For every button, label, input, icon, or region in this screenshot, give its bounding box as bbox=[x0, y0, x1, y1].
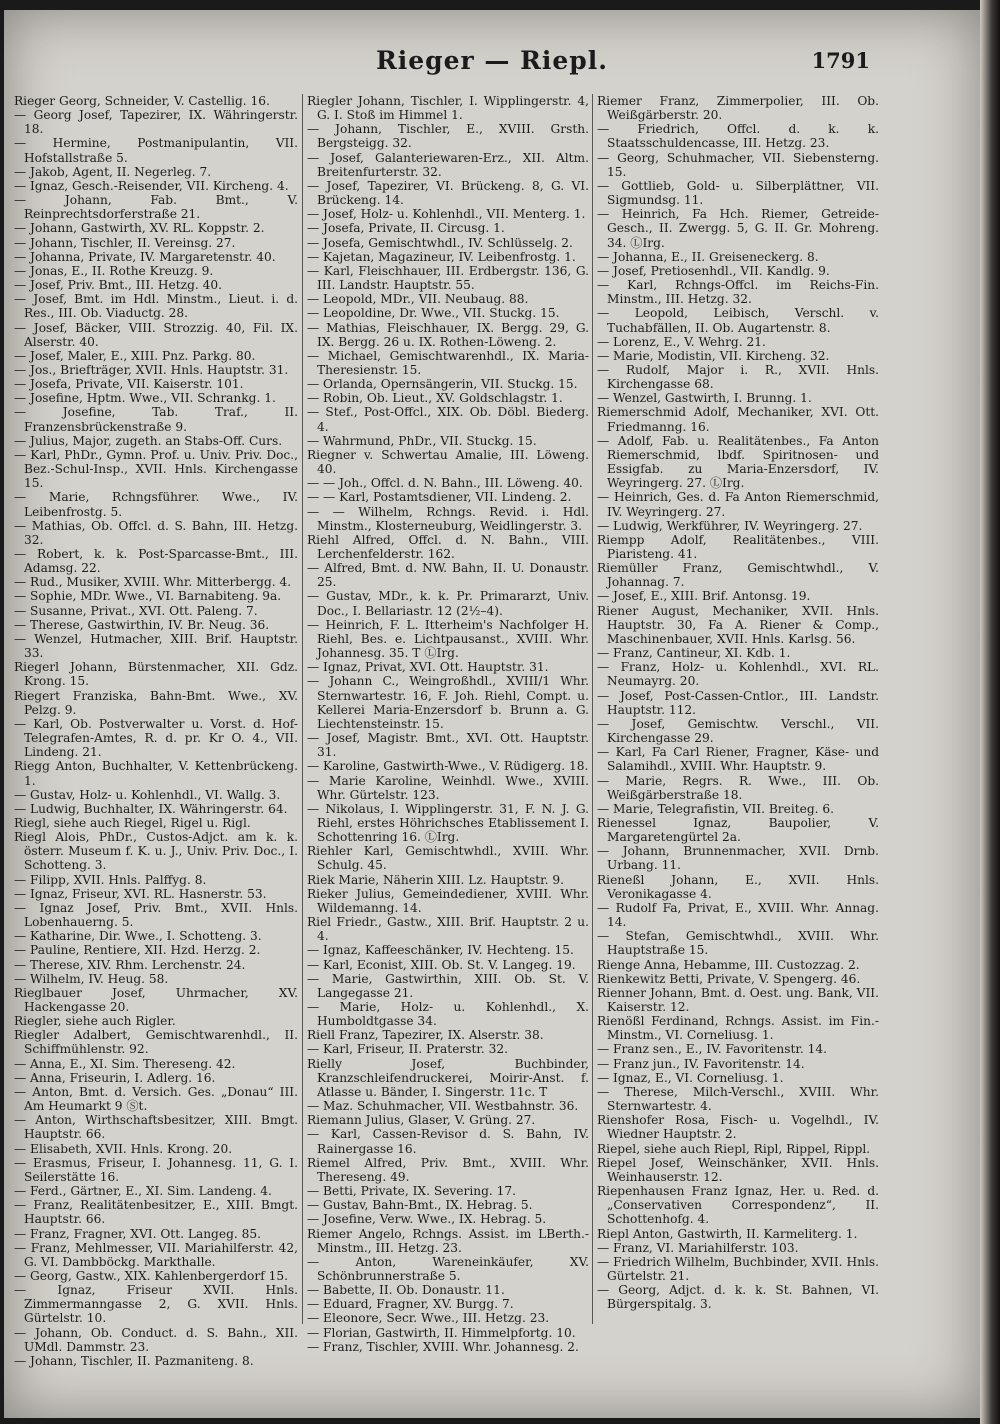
directory-entry: Riemer Franz, Zimmerpolier, III. Ob. Weißgärberstr. 20. bbox=[597, 94, 879, 123]
directory-entry: — Karl, PhDr., Gymn. Prof. u. Univ. Priv. Doc., Bez.-Schul-Insp., XVII. Hnls. Kirchengasse 15. bbox=[14, 447, 298, 491]
directory-entry: — Gustav, Holz- u. Kohlenhdl., VI. Wallg. 3. bbox=[14, 787, 281, 802]
directory-entry: — Marie, Regrs. R. Wwe., III. Ob. Weißgärberstraße 18. bbox=[597, 773, 879, 802]
directory-entry: — Josefa, Private, II. Circusg. 1. bbox=[307, 221, 505, 236]
directory-entry: — Gottlieb, Gold- u. Silberplättner, VII. Sigmundsg. 11. bbox=[597, 178, 879, 208]
directory-entry: Riemüller Franz, Gemischtwhdl., V. Johannag. 7. bbox=[597, 561, 879, 590]
directory-entry: — — Karl, Postamtsdiener, VII. Lindeng. 2. bbox=[307, 490, 572, 505]
directory-entry: — Jonas, E., II. Rothe Kreuzg. 9. bbox=[14, 263, 214, 278]
directory-entry: Riepenhausen Franz Ignaz, Her. u. Red. d. „Conservativen Correspondenz“, II. Schottenhofg. 4. bbox=[597, 1184, 879, 1227]
directory-entry: Riegg Anton, Buchhalter, V. Kettenbrückeng. 1. bbox=[14, 759, 298, 788]
directory-entry: — Wilhelm, IV. Heug. 58. bbox=[14, 971, 169, 986]
directory-entry: Riehl Alfred, Offcl. d. N. Bahn., VIII. Lerchenfelderstr. 162. bbox=[307, 532, 589, 561]
directory-entry: — Adolf, Fab. u. Realitätenbes., Fa Anton Riemerschmid, lbdf. Spiritnosen- und Essigfab. zu Maria-Enzersdorf, IV. Weyringerg. 27. ⓁIrg. bbox=[597, 433, 879, 491]
directory-entry: — Josef, Post-Cassen-Cntlor., III. Landstr. Hauptstr. 112. bbox=[597, 688, 879, 717]
directory-entry: — Franz, Cantineur, XI. Kdb. 1. bbox=[597, 646, 791, 661]
directory-entry: — Franz, Mehlmesser, VII. Mariahilferstr. 42, G. VI. Dambböckg. Markthalle. bbox=[14, 1240, 298, 1269]
directory-entry: — Eduard, Fragner, XV. Burgg. 7. bbox=[307, 1297, 514, 1312]
column-3 bbox=[597, 94, 879, 1311]
directory-entry: — Ignaz, Friseur, XVI. RL. Hasnerstr. 53. bbox=[14, 886, 267, 901]
directory-entry: Riepel, siehe auch Riepl, Ripl, Rippel, Rippl. bbox=[597, 1141, 871, 1156]
directory-entry: — Karl, Fa Carl Riener, Fragner, Käse- und Salamihdl., XVIII. Whr. Hauptstr. 9. bbox=[597, 745, 879, 774]
directory-entry: Riemann Julius, Glaser, V. Grüng. 27. bbox=[307, 1113, 536, 1128]
directory-entry: — Eleonore, Secr. Wwe., III. Hetzg. 23. bbox=[307, 1311, 550, 1326]
directory-entry: — Rud., Musiker, XVIII. Whr. Mitterbergg. 4. bbox=[14, 575, 292, 590]
directory-entry: — Ludwig, Buchhalter, IX. Währingerstr. 64. bbox=[14, 801, 288, 816]
directory-entry: Riegl, siehe auch Riegel, Rigel u. Rigl. bbox=[14, 815, 251, 830]
directory-entry: — Maz. Schuhmacher, VII. Westbahnstr. 36. bbox=[307, 1099, 579, 1114]
directory-entry: — — Joh., Offcl. d. N. Bahn., III. Löweng. 40. bbox=[307, 476, 583, 491]
directory-entry: — Mathias, Fleischhauer, IX. Bergg. 29, G. IX. Bergg. 26 u. IX. Rothen-Löweng. 2. bbox=[307, 320, 589, 349]
directory-entry: — Mathias, Ob. Offcl. d. S. Bahn, III. Hetzg. 32. bbox=[14, 518, 298, 547]
directory-entry: Riegert Franziska, Bahn-Bmt. Wwe., XV. Pelzg. 9. bbox=[14, 688, 298, 717]
directory-entry: — Anna, E., XI. Sim. Thereseng. 42. bbox=[14, 1056, 236, 1071]
directory-entry: — Johann, Fab. Bmt., V. Reinprechtsdorferstraße 21. bbox=[14, 193, 298, 222]
directory-entry: — Hermine, Postmanipulantin, VII. Hofstallstraße 5. bbox=[14, 136, 298, 165]
directory-entry: Rienkewitz Betti, Private, V. Spengerg. 46. bbox=[597, 971, 861, 986]
page-number: 1791 bbox=[811, 48, 870, 73]
directory-entry: — Anton, Bmt. d. Versich. Ges. „Donau“ III. Am Heumarkt 9 Ⓢt. bbox=[14, 1084, 298, 1114]
directory-entry: — Pauline, Rentiere, XII. Hzd. Herzg. 2. bbox=[14, 943, 261, 958]
directory-entry: — Nikolaus, I. Wipplingerstr. 31, F. N. J. G. Riehl, erstes Höhrichsches Etablissement I. Schottenring 16. ⓁIrg. bbox=[307, 801, 589, 845]
directory-entry: — Marie, Modistin, VII. Kircheng. 32. bbox=[597, 348, 830, 363]
directory-entry: — Kajetan, Magazineur, IV. Leibenfrostg. 1. bbox=[307, 249, 576, 264]
directory-entry: — Marie Karoline, Weinhdl. Wwe., XVIII. Whr. Gürtelstr. 123. bbox=[307, 773, 589, 802]
directory-entry: Riell Franz, Tapezirer, IX. Alserstr. 38. bbox=[307, 1028, 544, 1043]
directory-entry: — Leopoldine, Dr. Wwe., VII. Stuckg. 15. bbox=[307, 306, 560, 321]
directory-entry: Rielly Josef, Buchbinder, Kranzschleifendruckerei, Moirir-Anst. f. Atlasse u. Bänder, I. Singerstr. 11c. T bbox=[307, 1056, 589, 1099]
directory-entry: — Karl, Rchngs-Offcl. im Reichs-Fin. Minstm., III. Hetzg. 32. bbox=[597, 278, 879, 307]
directory-entry: — Johann, Tischler, E., XVIII. Grsth. Bergsteigg. 32. bbox=[307, 122, 589, 151]
directory-entry: Rienessel Ignaz, Baupolier, V. Margaretengürtel 2a. bbox=[597, 815, 879, 845]
directory-entry: — Gustav, MDr., k. k. Pr. Primararzt, Univ. Doc., I. Bellariastr. 12 (2½–4). bbox=[307, 589, 589, 618]
directory-entry: — Johann, Gastwirth, XV. RL. Koppstr. 2. bbox=[14, 221, 265, 236]
directory-entry: — Heinrich, Ges. d. Fa Anton Riemerschmid, IV. Weyringerg. 27. bbox=[597, 490, 879, 519]
directory-entry: — Ignaz, E., VI. Corneliusg. 1. bbox=[597, 1070, 784, 1085]
directory-entry: — Johann, Tischler, II. Vereinsg. 27. bbox=[14, 235, 236, 250]
directory-entry: — Ignaz, Privat, XVI. Ott. Hauptstr. 31. bbox=[307, 660, 549, 675]
directory-entry: Riemer Angelo, Rchngs. Assist. im LBerth.-Minstm., III. Hetzg. 23. bbox=[307, 1226, 589, 1255]
directory-entry: Rienößl Ferdinand, Rchngs. Assist. im Fin.-Minstm., VI. Corneliusg. 1. bbox=[597, 1014, 879, 1043]
directory-entry: Riegler, siehe auch Rigler. bbox=[14, 1014, 176, 1029]
directory-entry: Riegler Johann, Tischler, I. Wipplingerstr. 4, G. I. Stoß im Himmel 1. bbox=[307, 94, 589, 123]
directory-entry: — Julius, Major, zugeth. an Stabs-Off. Curs. bbox=[14, 433, 283, 448]
directory-entry: — Johanna, Private, IV. Margaretenstr. 40. bbox=[14, 249, 276, 264]
directory-entry: — Friedrich Wilhelm, Buchbinder, XVII. Hnls. Gürtelstr. 21. bbox=[597, 1254, 879, 1283]
directory-entry: — Karl, Fleischhauer, III. Erdbergstr. 136, G. III. Landstr. Hauptstr. 55. bbox=[307, 263, 589, 293]
directory-entry: Riehler Karl, Gemischtwhdl., XVIII. Whr. Schulg. 45. bbox=[307, 844, 589, 873]
directory-entry: Riegner v. Schwertau Amalie, III. Löweng. 40. bbox=[307, 447, 589, 477]
directory-entry: — Anton, Wareneinkäufer, XV. Schönbrunnerstraße 5. bbox=[307, 1254, 589, 1283]
directory-entry: — Josef, E., XIII. Brif. Antonsg. 19. bbox=[597, 589, 811, 604]
directory-entry: Rieger Georg, Schneider, V. Castellig. 16. bbox=[14, 94, 270, 108]
directory-entry: — — Wilhelm, Rchngs. Revid. i. Hdl. Minstm., Klosterneuburg, Weidlingerstr. 3. bbox=[307, 504, 589, 533]
directory-entry: — Josef, Bmt. im Hdl. Minstm., Lieut. i. d. Res., III. Ob. Viaductg. 28. bbox=[14, 292, 298, 321]
directory-entry: Riempp Adolf, Realitätenbes., VIII. Piaristeng. 41. bbox=[597, 532, 879, 561]
directory-entry: — Erasmus, Friseur, I. Johannesg. 11, G. I. Seilerstätte 16. bbox=[14, 1155, 298, 1184]
directory-entry: — Marie, Holz- u. Kohlenhdl., X. Humboldtgasse 34. bbox=[307, 1000, 589, 1029]
directory-entry: — Josefine, Tab. Traf., II. Franzensbrückenstraße 9. bbox=[14, 405, 298, 434]
directory-entry: — Marie, Gastwirthin, XIII. Ob. St. V. Langegasse 21. bbox=[307, 971, 589, 1000]
directory-entry: — Franz, VI. Mariahilferstr. 103. bbox=[597, 1240, 799, 1255]
directory-entry: — Alfred, Bmt. d. NW. Bahn, II. U. Donaustr. 25. bbox=[307, 561, 589, 590]
directory-entry: Riel Friedr., Gastw., XIII. Brif. Hauptstr. 2 u. 4. bbox=[307, 915, 589, 944]
directory-entry: Riegler Adalbert, Gemischtwarenhdl., II. Schiffmühlenstr. 92. bbox=[14, 1028, 298, 1057]
directory-entry: — Josefine, Verw. Wwe., IX. Hebrag. 5. bbox=[307, 1212, 547, 1227]
directory-entry: Riegerl Johann, Bürstenmacher, XII. Gdz. Krong. 15. bbox=[14, 660, 298, 689]
page-title: Rieger — Riepl. bbox=[375, 46, 608, 75]
directory-entry: — Ignaz, Gesch.-Reisender, VII. Kircheng. 4. bbox=[14, 178, 289, 193]
directory-entry: — Marie, Telegrafistin, VII. Breiteg. 6. bbox=[597, 801, 835, 816]
directory-entry: — Josef, Gemischtw. Verschl., VII. Kirchengasse 29. bbox=[597, 716, 879, 746]
directory-entry: Rieglbauer Josef, Uhrmacher, XV. Hackengasse 20. bbox=[14, 985, 298, 1014]
directory-entry: — Heinrich, Fa Hch. Riemer, Getreide-Gesch., II. Zwergg. 5, G. II. Gr. Mohreng. 34. ⓁIrg. bbox=[597, 207, 879, 250]
directory-entry: Riemerschmid Adolf, Mechaniker, XVI. Ott. Friedmanng. 16. bbox=[597, 405, 879, 434]
directory-entry: — Johann C., Weingroßhdl., XVIII/1 Whr. Sternwartestr. 16, F. Joh. Riehl, Compt. u. Kellerei Maria-Enzersdorf b. Brunn a. G. Liechtensteinstr. 15. bbox=[307, 674, 589, 731]
directory-entry: — Franz, Holz- u. Kohlenhdl., XVI. RL. Neumayrg. 20. bbox=[597, 660, 879, 689]
directory-entry: — Josefa, Private, VII. Kaiserstr. 101. bbox=[14, 377, 244, 392]
directory-entry: Rieker Julius, Gemeindediener, XVIII. Whr. Wildemanng. 14. bbox=[307, 886, 589, 915]
directory-entry: — Georg, Schuhmacher, VII. Siebensterng. 15. bbox=[597, 150, 879, 179]
directory-entry: Riemel Alfred, Priv. Bmt., XVIII. Whr. Thereseng. 49. bbox=[307, 1155, 589, 1184]
directory-entry: — Karl, Ob. Postverwalter u. Vorst. d. Hof-Telegrafen-Amtes, R. d. pr. Kr O. 4., VII. Lindeng. 21. bbox=[14, 716, 298, 760]
column-2 bbox=[307, 94, 589, 1354]
directory-entry: — Josef, Holz- u. Kohlenhdl., VII. Menterg. 1. bbox=[307, 207, 586, 222]
directory-entry: — Elisabeth, XVII. Hnls. Krong. 20. bbox=[14, 1141, 233, 1156]
directory-entry: — Johann, Tischler, II. Pazmaniteng. 8. bbox=[14, 1353, 254, 1368]
directory-entry: — Rudolf Fa, Privat, E., XVIII. Whr. Annag. 14. bbox=[597, 900, 879, 930]
directory-entry: — Josef, Galanteriewaren-Erz., XII. Altm. Breitenfurterstr. 32. bbox=[307, 150, 589, 179]
directory-entry: — Franz, Fragner, XVI. Ott. Langeg. 85. bbox=[14, 1226, 262, 1241]
directory-entry: — Georg, Gastw., XIX. Kahlenbergerdorf 15. bbox=[14, 1268, 288, 1283]
directory-entry: — Karl, Friseur, II. Praterstr. 32. bbox=[307, 1042, 509, 1057]
directory-entry: — Karl, Econist, XIII. Ob. St. V. Langeg. 19. bbox=[307, 957, 576, 972]
directory-entry: — Anton, Wirthschaftsbesitzer, XIII. Bmgt. Hauptstr. 66. bbox=[14, 1113, 298, 1142]
directory-entry: — Josef, Maler, E., XIII. Pnz. Parkg. 80. bbox=[14, 348, 256, 363]
directory-page bbox=[4, 10, 980, 1418]
directory-entry: — Rudolf, Major i. R., XVII. Hnls. Kirchengasse 68. bbox=[597, 362, 879, 392]
directory-entry: — Gustav, Bahn-Bmt., IX. Hebrag. 5. bbox=[307, 1198, 533, 1213]
directory-entry: — Leopold, Leibisch, Verschl. v. Tuchabfällen, II. Ob. Augartenstr. 8. bbox=[597, 306, 879, 335]
directory-entry: — Franz, Realitätenbesitzer, E., XIII. Bmgt. Hauptstr. 66. bbox=[14, 1198, 298, 1227]
directory-entry: — Josef, Pretiosenhdl., VII. Kandlg. 9. bbox=[597, 263, 830, 278]
directory-entry: — Ferd., Gärtner, E., XI. Sim. Landeng. 4. bbox=[14, 1184, 272, 1199]
directory-entry: — Jos., Briefträger, XVII. Hnls. Hauptstr. 31. bbox=[14, 362, 289, 377]
directory-entry: — Josefine, Hptm. Wwe., VII. Schrankg. 1. bbox=[14, 391, 276, 406]
directory-entry: — Franz sen., E., IV. Favoritenstr. 14. bbox=[597, 1042, 828, 1057]
directory-entry: — Filipp, XVII. Hnls. Palffyg. 8. bbox=[14, 872, 207, 887]
directory-entry: — Johann, Brunnenmacher, XVII. Drnb. Urbang. 11. bbox=[597, 844, 879, 873]
directory-entry: — Josef, Tapezirer, VI. Brückeng. 8, G. VI. Brückeng. 14. bbox=[307, 178, 589, 208]
directory-entry: — Franz jun., IV. Favoritenstr. 14. bbox=[597, 1056, 805, 1071]
directory-entry: — Susanne, Privat., XVI. Ott. Paleng. 7. bbox=[14, 603, 258, 618]
directory-entry: — Marie, Rchngsführer. Wwe., IV. Leibenfrostg. 5. bbox=[14, 490, 298, 519]
directory-entry: — Ignaz, Friseur XVII. Hnls. Zimmermanngasse 2, G. XVII. Hnls. Gürtelstr. 10. bbox=[14, 1283, 298, 1326]
directory-entry: — Betti, Private, IX. Severing. 17. bbox=[307, 1184, 517, 1199]
directory-entry: — Wenzel, Gastwirth, I. Brunng. 1. bbox=[597, 391, 812, 406]
column-divider bbox=[302, 94, 303, 1324]
directory-entry: — Ludwig, Werkführer, IV. Weyringerg. 27. bbox=[597, 518, 863, 533]
directory-entry: — Anna, Friseurin, I. Adlerg. 16. bbox=[14, 1070, 216, 1085]
directory-entry: — Franz, Tischler, XVIII. Whr. Johannesg. 2. bbox=[307, 1339, 579, 1354]
directory-entry: — Katharine, Dir. Wwe., I. Schotteng. 3. bbox=[14, 929, 262, 944]
directory-entry: — Therese, Milch-Verschl., XVIII. Whr. Sternwartestr. 4. bbox=[597, 1084, 879, 1114]
directory-entry: — Georg Josef, Tapezirer, IX. Währingerstr. 18. bbox=[14, 108, 298, 137]
directory-entry: — Sophie, MDr. Wwe., VI. Barnabiteng. 9a. bbox=[14, 589, 282, 604]
directory-entry: — Leopold, MDr., VII. Neubaug. 88. bbox=[307, 292, 529, 307]
directory-entry: Riener August, Mechaniker, XVII. Hnls. Hauptstr. 30, Fa A. Riener & Comp., Maschinenbauer, XVII. Hnls. Karlsg. 56. bbox=[597, 603, 879, 646]
directory-entry: Riegl Alois, PhDr., Custos-Adjct. am k. k. österr. Museum f. K. u. J., Univ. Priv. Doc., I. Schotteng. 3. bbox=[14, 830, 298, 873]
directory-entry: — Florian, Gastwirth, II. Himmelpfortg. 10. bbox=[307, 1325, 576, 1340]
directory-entry: — Robert, k. k. Post-Sparcasse-Bmt., III. Adamsg. 22. bbox=[14, 547, 298, 576]
directory-entry: Rienner Johann, Bmt. d. Oest. ung. Bank, VII. Kaiserstr. 12. bbox=[597, 985, 879, 1014]
directory-entry: — Michael, Gemischtwarenhdl., IX. Maria-Theresienstr. 15. bbox=[307, 348, 589, 377]
directory-entry: Riepel Josef, Weinschänker, XVII. Hnls. Weinhauserstr. 12. bbox=[597, 1155, 879, 1184]
directory-entry: — Johann, Ob. Conduct. d. S. Bahn., XII. UMdl. Dammstr. 23. bbox=[14, 1325, 298, 1354]
directory-entry: — Josef, Bäcker, VIII. Strozzig. 40, Fil. IX. Alserstr. 40. bbox=[14, 320, 298, 349]
directory-entry: — Georg, Adjct. d. k. k. St. Bahnen, VI. Bürgerspitalg. 3. bbox=[597, 1283, 879, 1312]
directory-entry: — Stef., Post-Offcl., XIX. Ob. Döbl. Biederg. 4. bbox=[307, 405, 589, 434]
directory-entry: — Johanna, E., II. Greiseneckerg. 8. bbox=[597, 249, 819, 264]
directory-entry: — Friedrich, Offcl. d. k. k. Staatsschuldencasse, III. Hetzg. 23. bbox=[597, 122, 879, 151]
directory-entry: — Heinrich, F. L. Itterheim's Nachfolger H. Riehl, Bes. e. Lichtpausanst., XVIII. Whr. Johannesg. 35. T ⓁIrg. bbox=[307, 617, 589, 661]
directory-entry: — Orlanda, Opernsängerin, VII. Stuckg. 15. bbox=[307, 377, 578, 392]
page-header bbox=[4, 46, 980, 86]
directory-entry: — Josef, Magistr. Bmt., XVI. Ott. Hauptstr. 31. bbox=[307, 731, 589, 760]
scan-edge-shadow bbox=[980, 0, 1000, 1424]
directory-entry: Rienge Anna, Hebamme, III. Custozzag. 2. bbox=[597, 957, 860, 972]
directory-entry: Rienshofer Rosa, Fisch- u. Vogelhdl., IV. Wiedner Hauptstr. 2. bbox=[597, 1113, 879, 1142]
directory-entry: Rieneßl Johann, E., XVII. Hnls. Veronikagasse 4. bbox=[597, 872, 879, 901]
directory-entry: — Wenzel, Hutmacher, XIII. Brif. Hauptstr. 33. bbox=[14, 631, 298, 661]
directory-entry: — Stefan, Gemischtwhdl., XVIII. Whr. Hauptstraße 15. bbox=[597, 929, 879, 958]
directory-entry: — Josefa, Gemischtwhdl., IV. Schlüsselg. 2. bbox=[307, 235, 573, 250]
column-1 bbox=[14, 94, 298, 1368]
column-divider bbox=[592, 94, 593, 1324]
directory-entry: — Jakob, Agent, II. Negerleg. 7. bbox=[14, 164, 212, 179]
directory-entry: Riepl Anton, Gastwirth, II. Karmeliterg. 1. bbox=[597, 1226, 858, 1241]
directory-entry: — Ignaz, Kaffeeschänker, IV. Hechteng. 15. bbox=[307, 943, 574, 958]
directory-entry: — Robin, Ob. Lieut., XV. Goldschlagstr. 1. bbox=[307, 391, 563, 406]
directory-entry: — Josef, Priv. Bmt., III. Hetzg. 40. bbox=[14, 278, 223, 293]
directory-entry: — Babette, II. Ob. Donaustr. 11. bbox=[307, 1283, 505, 1298]
directory-entry: — Therese, XIV. Rhm. Lerchenstr. 24. bbox=[14, 957, 246, 972]
directory-entry: Riek Marie, Näherin XIII. Lz. Hauptstr. 9. bbox=[307, 872, 565, 887]
directory-entry: — Karl, Cassen-Revisor d. S. Bahn, IV. Rainergasse 16. bbox=[307, 1127, 589, 1156]
directory-entry: — Lorenz, E., V. Wehrg. 21. bbox=[597, 334, 766, 349]
directory-entry: — Ignaz Josef, Priv. Bmt., XVII. Hnls. Lobenhauerng. 5. bbox=[14, 900, 298, 930]
directory-entry: — Karoline, Gastwirth-Wwe., V. Rüdigerg. 18. bbox=[307, 759, 589, 774]
directory-entry: — Wahrmund, PhDr., VII. Stuckg. 15. bbox=[307, 433, 537, 448]
directory-entry: — Therese, Gastwirthin, IV. Br. Neug. 36. bbox=[14, 617, 270, 632]
